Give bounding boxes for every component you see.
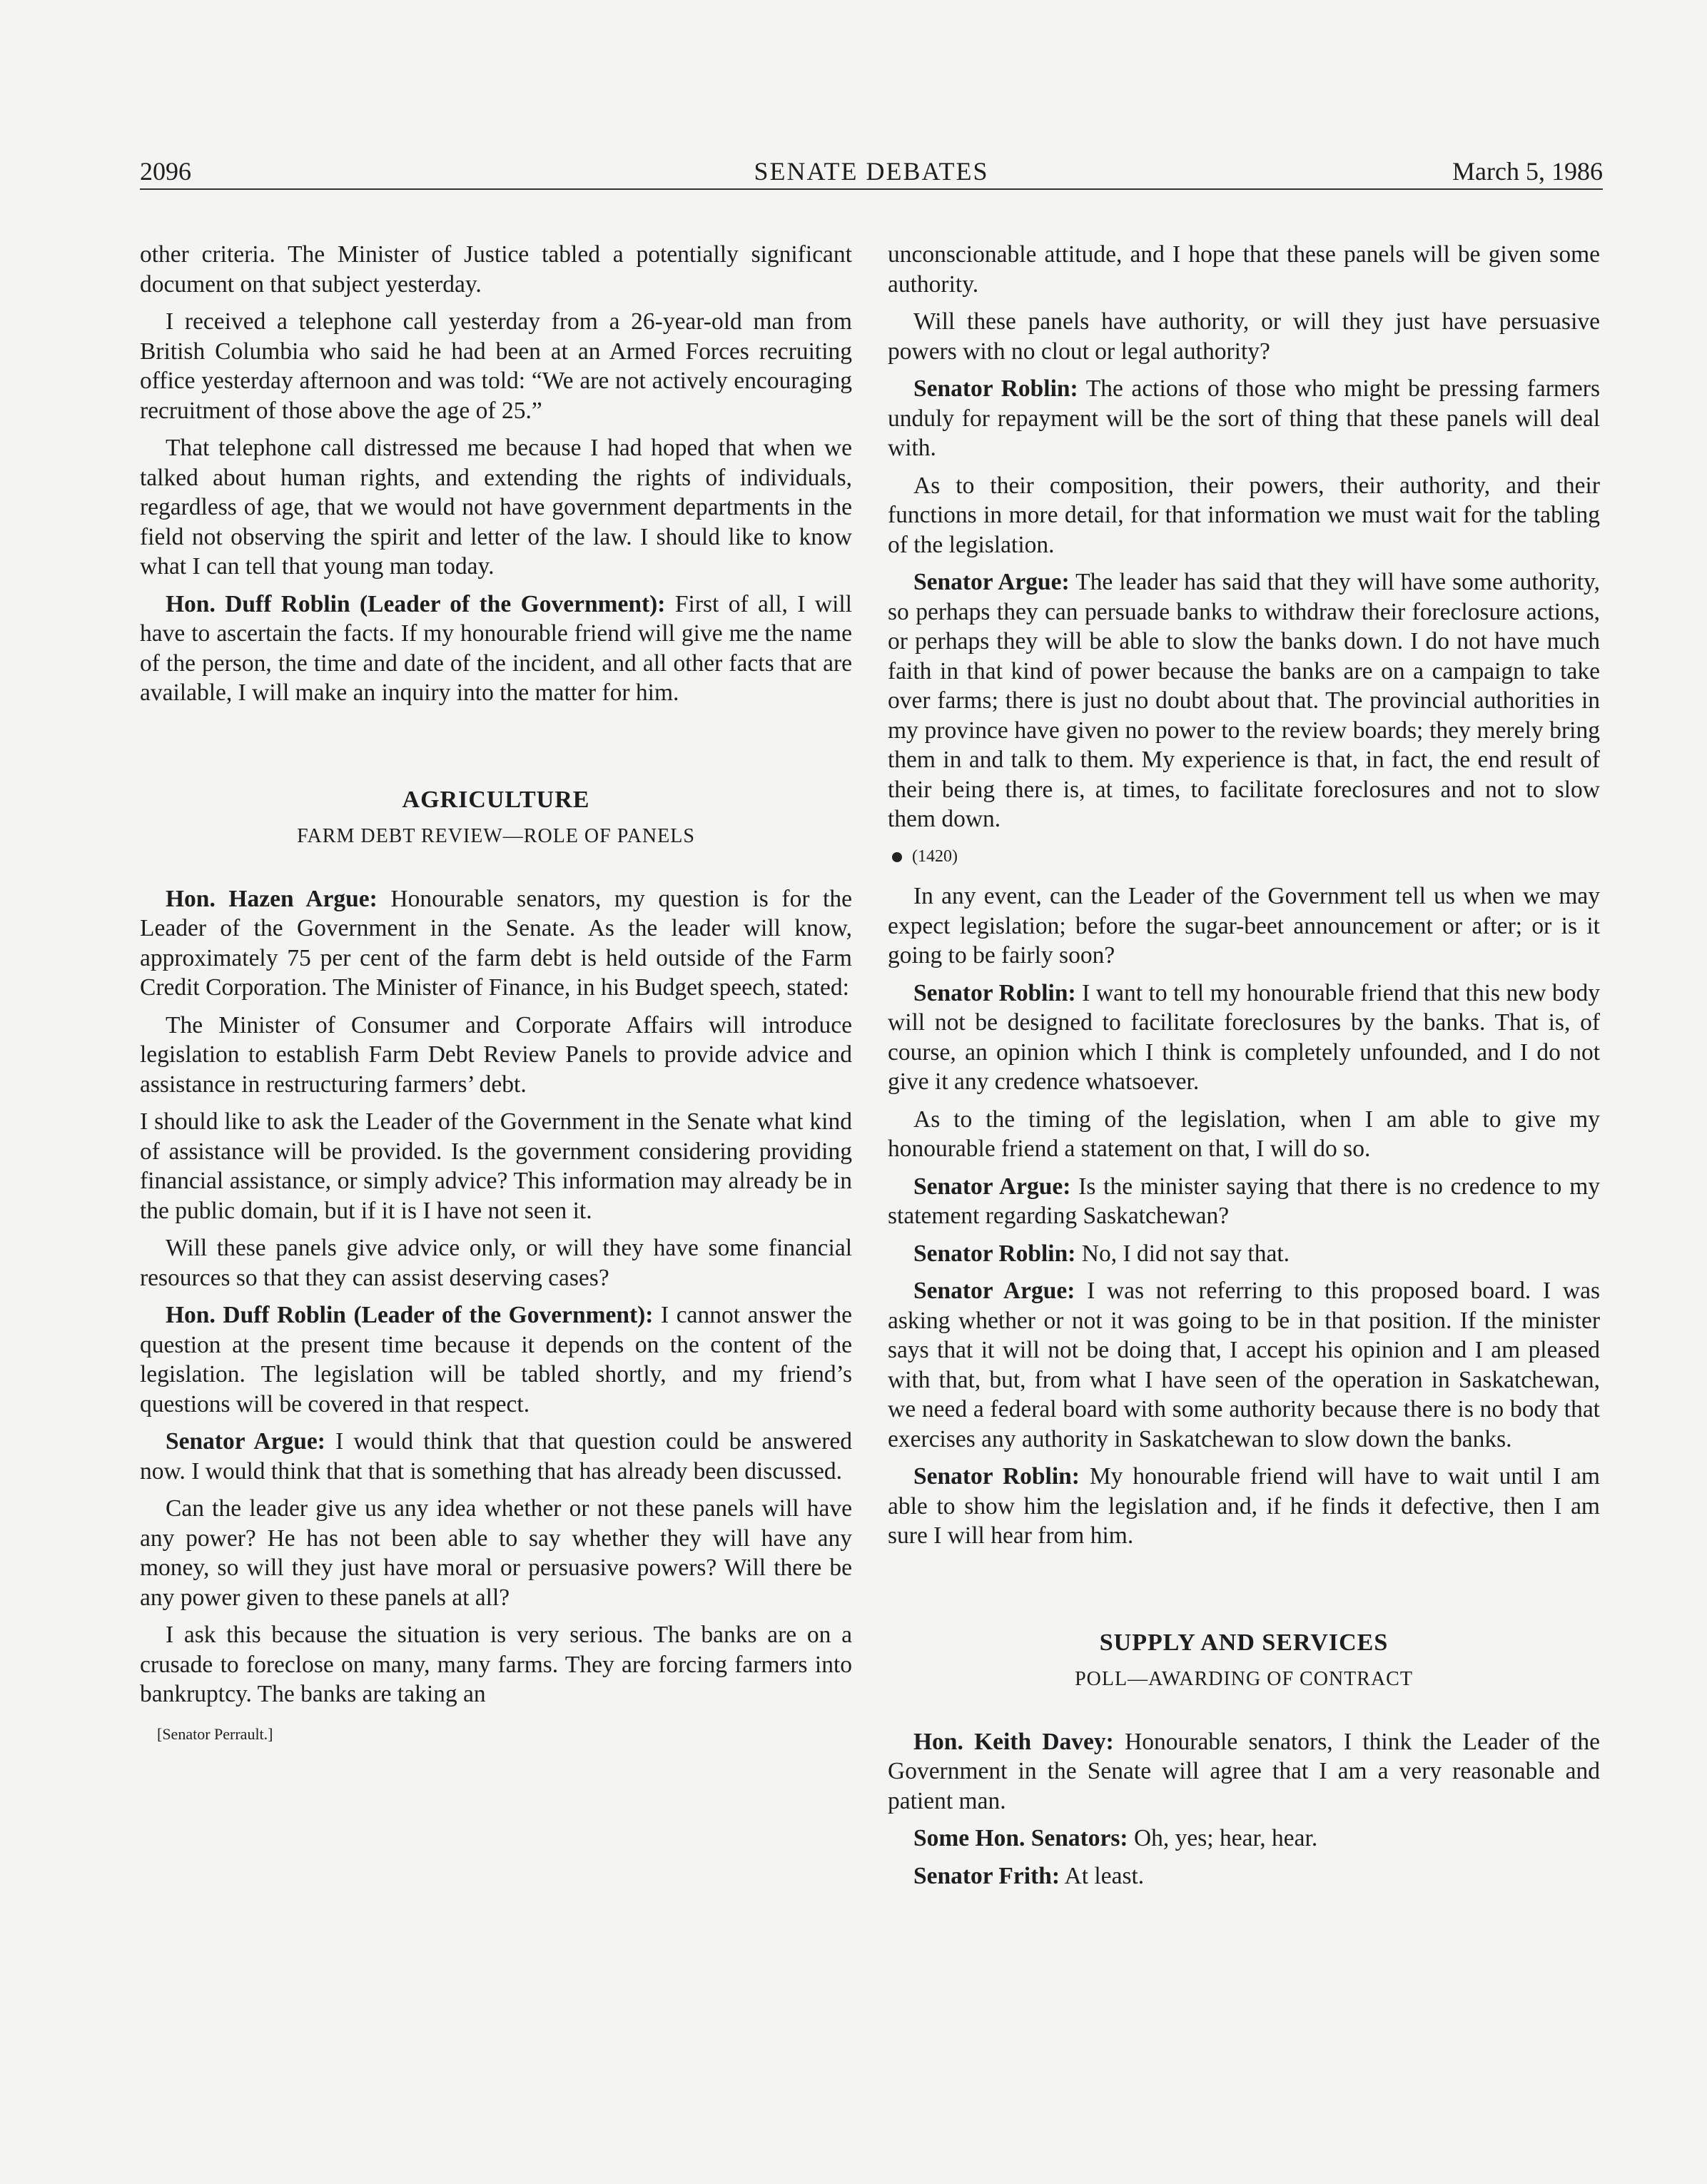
paragraph: As to the timing of the legislation, when I am able to give my honourable friend a statement on that, I will do so.	[888, 1106, 1600, 1162]
speaker-name: Senator Argue:	[913, 1278, 1075, 1304]
paragraph: unconscionable attitude, and I hope that these panels will be given some authority.	[888, 241, 1600, 298]
speech-text: I was not referring to this proposed board. I was asking whether or not it was going to be in that position. If the minister says that it will not be doing that, I accept his opinion and I am pleased with that, but, from what I have seen of the operation in Saskatchewan, we need a federal board with some authority because there is no body that exercises any authority in Saskatchewan to slow down the banks.	[888, 1278, 1600, 1452]
speech-text: First of all, I will have to ascertain the facts. If my honourable friend will give me the name of the person, the time and date of the incident, and all other facts that are available, I will make an inquiry into the matter for him.	[140, 590, 852, 706]
paragraph	[888, 1824, 1600, 1854]
speaker-name: Hon. Keith Davey:	[913, 1728, 1114, 1755]
speech-text: Is the minister saying that there is no credence to my statement regarding Saskatchewan?	[888, 1173, 1600, 1229]
speaker-name: Senator Roblin:	[913, 375, 1078, 402]
footer-note: [Senator Perrault.]	[157, 1724, 273, 1743]
paragraph: Will these panels have authority, or will they just have persuasive powers with no clout or legal authority?	[888, 308, 1600, 365]
speech-text: I want to tell my honourable friend that this new body will not be designed to facilitate foreclosures by the banks. That is, of course, an opinion which I think is completely unfounded, and I do not give it any credence whatsoever.	[888, 979, 1600, 1095]
speech-text: I would think that that question could be answered now. I would think that that is something that has already been discussed.	[140, 1428, 852, 1485]
section-heading: AGRICULTURE	[402, 786, 590, 813]
paragraph	[888, 979, 1600, 1097]
section-subheading: POLL—AWARDING OF CONTRACT	[1075, 1668, 1413, 1690]
page-number: 2096	[140, 157, 191, 186]
speech-text: Honourable senators, my question is for the Leader of the Government in the Senate. As the leader will know, approximately 75 per cent of the farm debt is held outside of the Farm Credit Corporation. The Minister of Finance, in his Budget speech, stated:	[140, 885, 853, 1001]
paragraph: As to their composition, their powers, their authority, and their functions in more detail, for that information we must wait for the tabling of the legislation.	[888, 472, 1600, 558]
page-header	[140, 156, 1603, 190]
speaker-name: Senator Roblin:	[913, 979, 1076, 1006]
speech-text: Honourable senators, I think the Leader of the Government in the Senate will agree that I am a very reasonable and patient man.	[888, 1728, 1600, 1814]
paragraph: I ask this because the situation is very serious. The banks are on a crusade to foreclose on many, many farms. They are forcing farmers into bankruptcy. The banks are taking an	[140, 1622, 852, 1707]
paragraph	[888, 1172, 1600, 1231]
timestamp-text: (1420)	[912, 846, 958, 866]
speech-text: At least.	[1060, 1862, 1145, 1889]
speaker-name: Hon. Duff Roblin (Leader of the Government):	[166, 1302, 654, 1328]
paragraph	[888, 1462, 1600, 1551]
speaker-name: Hon. Duff Roblin (Leader of the Government):	[166, 590, 666, 617]
paragraph: other criteria. The Minister of Justice tabled a potentially significant document on that subject yesterday.	[140, 241, 852, 298]
paragraph	[140, 1300, 852, 1419]
paragraph	[888, 567, 1600, 834]
paragraph: Can the leader give us any idea whether or not these panels will have any power? He has not been able to say whether they will have any money, so will they just have moral or persuasive powers? Will there be any power given to these panels at all?	[140, 1495, 852, 1611]
speech-text: The leader has said that they will have some authority, so perhaps they can persuade banks to withdraw their foreclosure actions, or perhaps they will be able to slow the banks down. I do not have much faith in that kind of power because the banks are on a campaign to take over farms; there is just no doubt about that. The provincial authorities in my province have given no power to the review boards; they merely bring them in and talk to them. My experience is that, in fact, the end result of their being there is, at times, to facilitate foreclosures and not to slow them down.	[888, 569, 1600, 832]
speaker-name: Senator Frith:	[913, 1862, 1060, 1889]
speaker-name: Senator Argue:	[913, 569, 1070, 595]
paragraph	[140, 1427, 852, 1486]
section-subheading: FARM DEBT REVIEW—ROLE OF PANELS	[297, 825, 695, 847]
paragraph	[140, 590, 852, 708]
issue-date: March 5, 1986	[1452, 157, 1603, 186]
timestamp-marker	[892, 842, 1600, 872]
speech-text: The actions of those who might be pressing farmers unduly for repayment will be the sort of thing that these panels will deal with.	[888, 375, 1600, 461]
paragraph: I received a telephone call yesterday from a 26-year-old man from British Columbia who said he had been at an Armed Forces recruiting office yesterday afternoon and was told: “We are not actively encouraging recruitment of those above the age of 25.”	[140, 308, 852, 424]
right-column	[888, 240, 1600, 1899]
paragraph: Will these panels give advice only, or will they have some financial resources so that they can assist deserving cases?	[140, 1235, 852, 1291]
speaker-name: Hon. Hazen Argue:	[166, 885, 378, 912]
block-quote: The Minister of Consumer and Corporate Affairs will introduce legislation to establish Farm Debt Review Panels to provide advice and assistance in restructuring farmers’ debt.	[140, 1011, 852, 1098]
speech-text: Oh, yes; hear, hear.	[1128, 1825, 1318, 1851]
speech-text: My honourable friend will have to wait until I am able to show him the legislation and, if he finds it defective, then I am sure I will hear from him.	[888, 1463, 1600, 1549]
speaker-name: Some Hon. Senators:	[913, 1825, 1128, 1851]
left-column	[140, 240, 852, 1749]
bullet-icon	[892, 852, 902, 862]
speech-text: I cannot answer the question at the present time because it depends on the content of the legislation. The legislation will be tabled shortly, and my friend’s questions will be covered in that respect.	[140, 1302, 852, 1417]
speaker-name: Senator Argue:	[166, 1428, 325, 1455]
paragraph	[888, 1727, 1600, 1816]
paragraph	[888, 1239, 1600, 1269]
paragraph	[888, 1861, 1600, 1891]
speaker-name: Senator Roblin:	[913, 1240, 1076, 1267]
paragraph: That telephone call distressed me because I had hoped that when we talked about human rights, and extending the rights of individuals, regardless of age, that we would not have government departments in the field not observing the spirit and letter of the law. I should like to know what I can tell that young man today.	[140, 435, 852, 580]
paragraph: I should like to ask the Leader of the Government in the Senate what kind of assistance will be provided. Is the government considering providing financial assistance, or simply advice? This information may already be in the public domain, but if it is I have not seen it.	[140, 1108, 852, 1224]
speaker-name: Senator Argue:	[913, 1173, 1071, 1200]
section-heading: SUPPLY AND SERVICES	[1099, 1629, 1389, 1656]
paragraph	[888, 374, 1600, 463]
paragraph	[140, 884, 852, 1003]
speaker-name: Senator Roblin:	[913, 1463, 1080, 1490]
speech-text: No, I did not say that.	[1075, 1240, 1290, 1267]
paragraph: In any event, can the Leader of the Government tell us when we may expect legislation; before the sugar-beet announcement or after; or is it going to be fairly soon?	[888, 883, 1600, 969]
paragraph	[888, 1276, 1600, 1454]
publication-title: SENATE DEBATES	[754, 157, 989, 186]
